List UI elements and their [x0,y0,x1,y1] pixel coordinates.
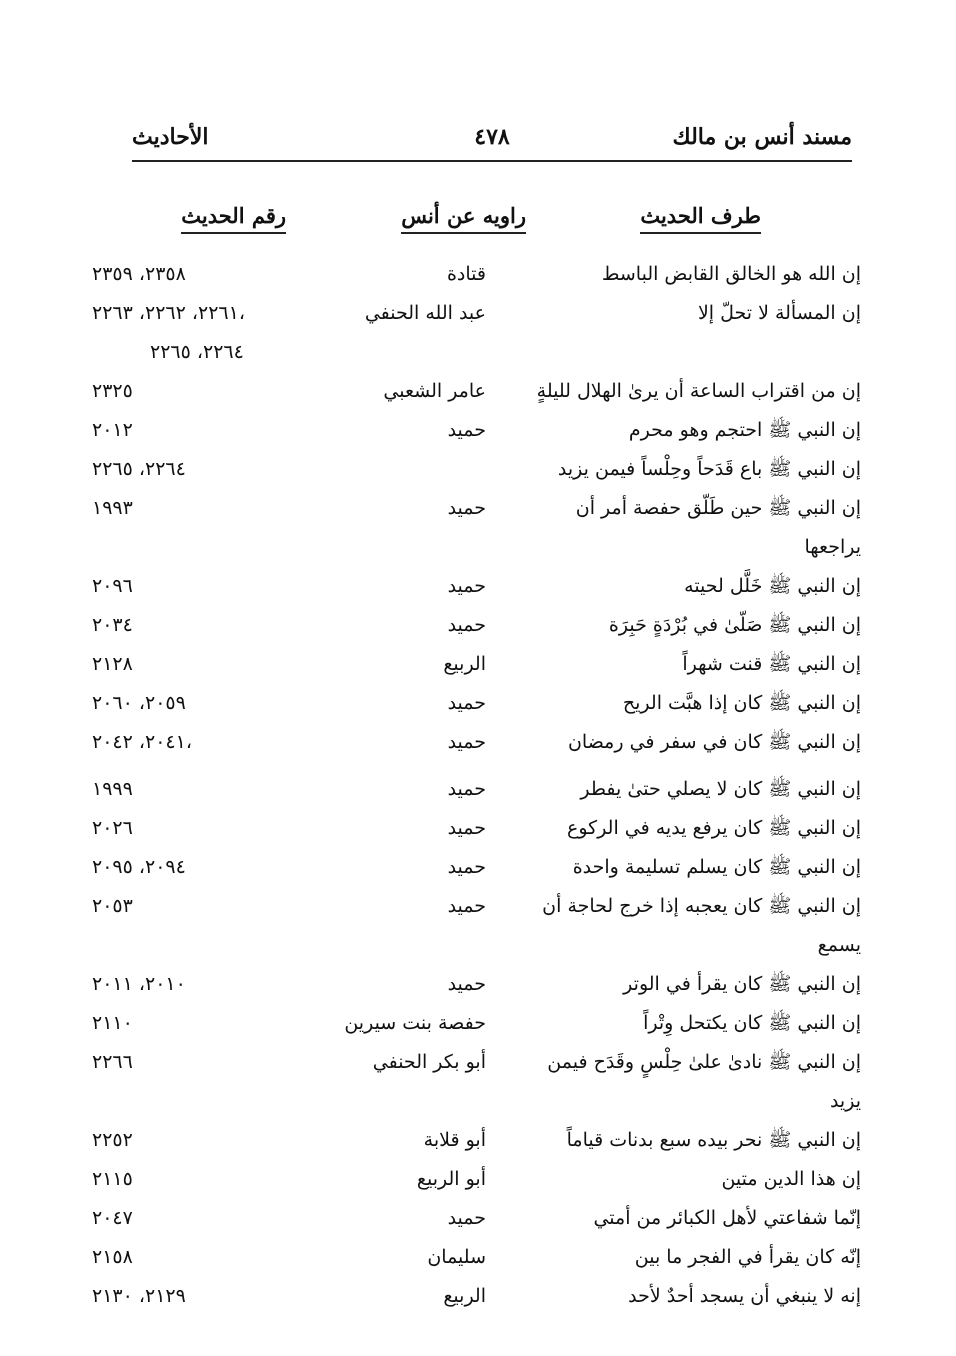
hadith-tarf: إن النبي ﷺ كان يسلم تسليمة واحدة [572,856,861,878]
hadith-tarf: إن النبي ﷺ نادىٰ علىٰ حِلْسٍ وقَدَح فيمن [547,1051,861,1073]
hadith-rawi: سليمان [427,1246,486,1268]
hadith-raqm: ٢١١٠ [92,1012,133,1034]
hadith-tarf: إن النبي ﷺ خَلَّل لحيته [684,575,861,597]
table-row [0,255,956,294]
column-header-rawi: راويه عن أنس [401,203,526,234]
hadith-raqm: ٢١٥٨ [92,1246,133,1268]
hadith-tarf: إنّما شفاعتي لأهل الكبائر من أمتي [593,1207,861,1229]
table-row-continuation [0,333,956,372]
hadith-tarf: إن النبي ﷺ باع قَدَحاً وحِلْساً فيمن يزيد [557,458,861,480]
hadith-rawi: قتادة [446,263,486,285]
hadith-index-table [0,255,956,1316]
hadith-tarf: يزيد [829,1090,861,1112]
hadith-rawi: حميد [447,895,486,917]
hadith-rawi: حميد [447,731,486,753]
page-number: ٤٧٨ [474,124,510,150]
hadith-tarf: إن النبي ﷺ كان يرفع يديه في الركوع [567,817,861,839]
table-row [0,1199,956,1238]
table-row [0,567,956,606]
hadith-tarf: إن النبي ﷺ كان يقرأ في الوتر [623,973,861,995]
table-row [0,848,956,887]
hadith-rawi: حميد [447,778,486,800]
hadith-tarf: إن النبي ﷺ كان في سفر في رمضان [567,731,861,753]
hadith-rawi: أبو بكر الحنفي [372,1051,486,1073]
hadith-raqm: ٢٠٤٧ [92,1207,133,1229]
hadith-raqm: ٢١١٥ [92,1168,133,1190]
table-row [0,1238,956,1277]
book-title: مسند أنس بن مالك [672,124,852,150]
hadith-tarf: إن من اقتراب الساعة أن يرىٰ الهلال لليلةٍ [536,380,861,402]
hadith-tarf: إن النبي ﷺ كان يعجبه إذا خرج لحاجة أن [542,895,861,917]
hadith-rawi: حميد [447,614,486,636]
table-row [0,606,956,645]
table-row [0,809,956,848]
table-row [0,887,956,926]
hadith-tarf: إن النبي ﷺ نحر بيده سبع بدنات قياماً [566,1129,861,1151]
hadith-rawi: عامر الشعبي [383,380,486,402]
hadith-tarf: إن النبي ﷺ كان إذا هبَّت الريح [622,692,861,714]
hadith-raqm: ٢٠٥٣ [92,895,133,917]
table-row [0,1004,956,1043]
table-row [0,684,956,723]
hadith-raqm: ٢٠١٢ [92,419,133,441]
table-row [0,645,956,684]
hadith-raqm: ٢٠٣٤ [92,614,133,636]
hadith-raqm: ١٩٩٣ [92,497,133,519]
table-row [0,1043,956,1082]
hadith-raqm: ٢٢٦٤، ٢٢٦٥ [92,458,186,480]
hadith-raqm: ٢٠٩٤، ٢٠٩٥ [92,856,186,878]
hadith-raqm: ٢٣٥٨، ٢٣٥٩ [92,263,186,285]
hadith-raqm: ١٩٩٩ [92,778,133,800]
hadith-raqm: ٢٢٦١، ٢٢٦٢، ٢٢٦٣، [92,302,245,324]
hadith-raqm: ٢٢٦٤، ٢٢٦٥ [150,341,244,363]
table-row-continuation [0,926,956,965]
hadith-rawi: حميد [447,856,486,878]
hadith-tarf: إن النبي ﷺ كان يكتحل وِتْراً [643,1012,861,1034]
table-row [0,1160,956,1199]
hadith-tarf: إن النبي ﷺ كان لا يصلي حتىٰ يفطر [580,778,861,800]
table-row [0,1277,956,1316]
hadith-rawi: حفصة بنت سيرين [344,1012,486,1034]
hadith-tarf: إن النبي ﷺ صَلّىٰ في بُرْدَةٍ حَبِرَة [608,614,861,636]
hadith-tarf: إن الله هو الخالق القابض الباسط [601,263,861,285]
table-row [0,450,956,489]
hadith-rawi: حميد [447,497,486,519]
hadith-raqm: ٢٢٥٢ [92,1129,133,1151]
table-row [0,965,956,1004]
hadith-raqm: ٢٠٤١، ٢٠٤٢، [92,731,192,753]
running-head [132,124,852,158]
table-row [0,1121,956,1160]
hadith-tarf: إنّه كان يقرأ في الفجر ما بين [634,1246,861,1268]
table-row-continuation [0,1082,956,1121]
hadith-rawi: حميد [447,1207,486,1229]
hadith-raqm: ٢٠٩٦ [92,575,133,597]
table-row [0,489,956,528]
hadith-rawi: الربيع [443,653,486,675]
hadith-raqm: ٢٠١٠، ٢٠١١ [92,973,186,995]
hadith-raqm: ٢٢٦٦ [92,1051,133,1073]
hadith-rawi: حميد [447,692,486,714]
table-row-continuation [0,528,956,567]
table-row [0,411,956,450]
hadith-rawi: حميد [447,973,486,995]
hadith-tarf: إن هذا الدين متين [721,1168,861,1190]
hadith-rawi: الربيع [443,1285,486,1307]
hadith-rawi: أبو الربيع [416,1168,486,1190]
table-row [0,294,956,333]
hadith-rawi: حميد [447,419,486,441]
hadith-raqm: ٢١٢٩، ٢١٣٠ [92,1285,186,1307]
hadith-rawi: عبد الله الحنفي [364,302,486,324]
table-row [0,372,956,411]
hadith-rawi: أبو قلابة [423,1129,486,1151]
hadith-rawi: حميد [447,817,486,839]
hadith-raqm: ٢٠٥٩، ٢٠٦٠ [92,692,186,714]
hadith-raqm: ٢١٢٨ [92,653,133,675]
column-header-raqm: رقم الحديث [181,203,286,234]
hadith-tarf: يسمع [817,934,861,956]
table-row [0,723,956,762]
hadith-tarf: إن النبي ﷺ احتجم وهو محرم [628,419,861,441]
hadith-tarf: إنه لا ينبغي أن يسجد أحدٌ لأحد [628,1285,861,1307]
hadith-raqm: ٢٠٢٦ [92,817,133,839]
hadith-tarf: يراجعها [804,536,861,558]
hadith-raqm: ٢٣٢٥ [92,380,133,402]
header-rule [132,160,852,162]
hadith-tarf: إن المسألة لا تحلّ إلا [697,302,861,324]
hadith-tarf: إن النبي ﷺ حين طَلّق حفصة أمر أن [575,497,861,519]
section-title: الأحاديث [132,124,209,150]
column-header-tarf: طرف الحديث [640,203,761,234]
hadith-tarf: إن النبي ﷺ قنت شهراً [682,653,861,675]
table-row [0,770,956,809]
hadith-rawi: حميد [447,575,486,597]
